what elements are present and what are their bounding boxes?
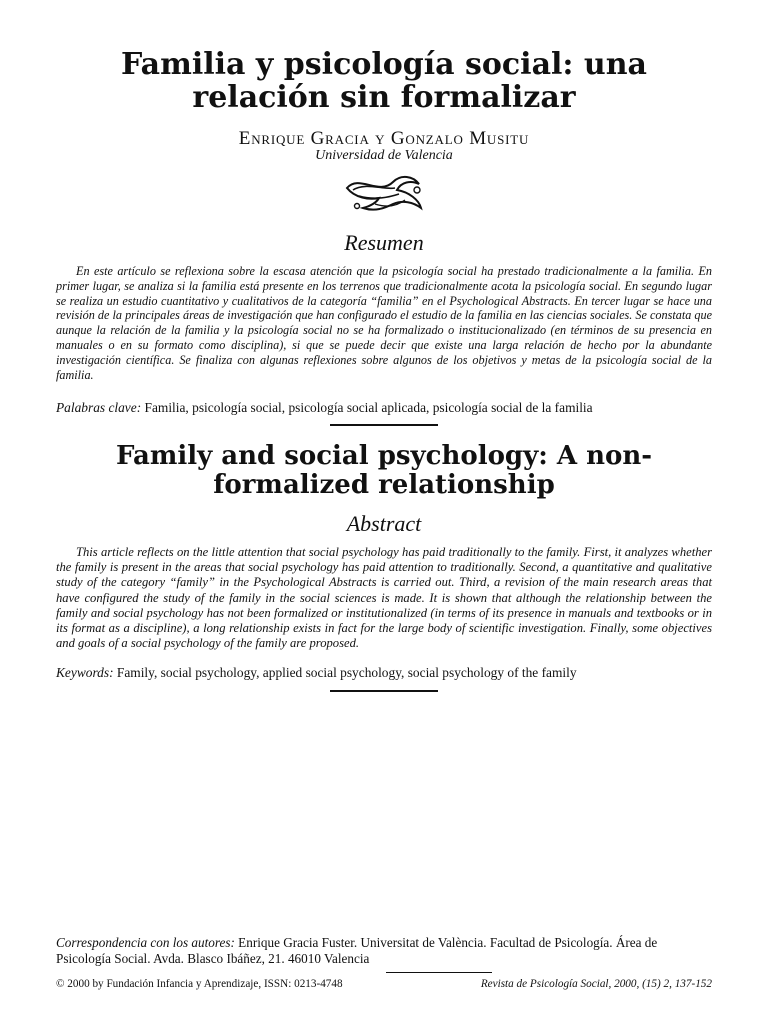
correspondence (56, 935, 712, 967)
abstract-heading: Abstract (346, 511, 422, 536)
affiliation: Universidad de Valencia (315, 148, 453, 163)
english-keywords-label: Keywords: (56, 665, 114, 680)
english-title (56, 442, 712, 500)
spanish-keywords (56, 400, 712, 416)
english-title-line1: Family and social psychology: A non- (115, 441, 653, 471)
journal-citation: Revista de Psicología Social, 2000, (15) 2, 137-152 (480, 978, 712, 990)
abstract-text: This article reflects on the little attention that social psychology has paid traditionally to the family. First, it analyzes whether the family is present in the areas that social psychology has paid attention to traditionally. Second, a quantitative and qualitative study of the category “family” in the Psychological Abstracts is carried out. Third, a revision of the main research areas that have configured the study of the family in the social sciences is made. It is shown that although the relationship between the family and social psychology has not been formalized or institutionalized (in terms of its presence in manuals and textbooks or in its format as a discipline), a long relationship exists in fact for the large body of scientific investigation. Finally, some objectives and goals of a social psychology of the family are proposed. (56, 545, 712, 651)
section-divider (330, 690, 438, 692)
spanish-keywords-value: Familia, psicología social, psicología social aplicada, psicología social de la familia (144, 400, 593, 415)
page-footer (56, 978, 712, 990)
resumen-heading: Resumen (344, 230, 424, 255)
spanish-title-line2: relación sin formalizar (192, 80, 576, 115)
scroll-flourish-icon (339, 170, 429, 218)
english-keywords-value: Family, social psychology, applied social psychology, social psychology of the family (116, 665, 577, 680)
spanish-keywords-label: Palabras clave: (56, 400, 142, 415)
spanish-title-line1: Familia y psicología social: una (121, 47, 647, 82)
resumen-text: En este artículo se reflexiona sobre la escasa atención que la psicología social ha prestado tradicionalmente a la familia. En primer lugar, se analiza si la familia está presente en los terrenos que tradicionalmente acota la psicología social. En segundo lugar se realiza un estudio cuantitativo y cualitativos de la categoría “familia” en el Psychological Abstracts. En tercer lugar se hace una revisión de la principales áreas de investigación que han configurado el estudio de la familia en las ciencias sociales. Se constata que aunque la relación de la familia y la psicología social no se ha formalizado o institucionalizado (en términos de su presencia en manuales o en su formato como disciplina), si que se puede decir que existe una larga relación de hecho por la abundante investigación científica. Se finaliza con algunas reflexiones sobre algunos de los objetivos y metas de la psicología social de la familia. (56, 264, 712, 382)
section-divider (330, 424, 438, 426)
authors: Enrique Gracia y Gonzalo Musitu (238, 128, 530, 149)
correspondence-label: Correspondencia con los autores: (56, 935, 235, 950)
footer-divider (386, 972, 492, 973)
english-title-line2: formalized relationship (213, 470, 555, 500)
english-keywords (56, 665, 712, 681)
spanish-title (56, 48, 712, 114)
correspondence-text: Enrique Gracia Fuster. Universitat de València. Facultad de Psicología. Área de Psicología Social. Avda. Blasco Ibáñez, 21. 46010 Valencia (56, 935, 658, 966)
article-first-page (56, 0, 712, 1024)
copyright-notice: © 2000 by Fundación Infancia y Aprendizaje, ISSN: 0213-4748 (56, 978, 343, 990)
